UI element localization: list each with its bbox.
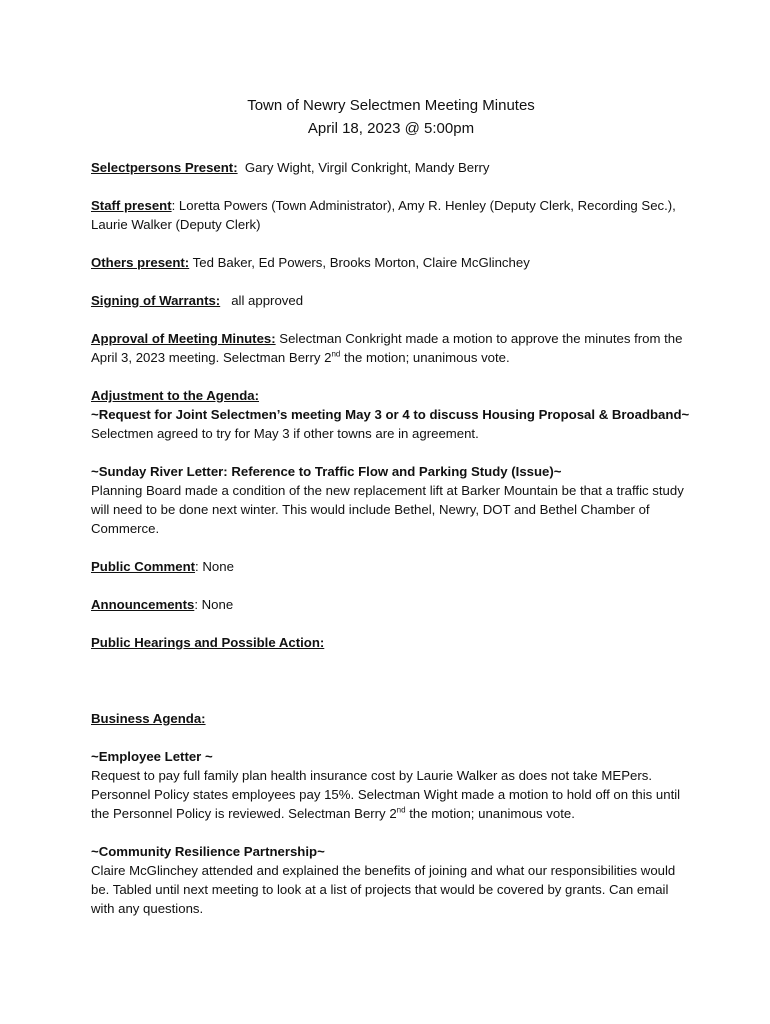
others-label: Others present: <box>91 255 190 270</box>
announcements-value: : None <box>194 597 234 612</box>
employee-letter-sup: nd <box>396 805 406 815</box>
public-hearings-label: Public Hearings and Possible Action: <box>91 635 325 650</box>
warrants-value: all approved <box>231 293 304 308</box>
adjustment-label: Adjustment to the Agenda: <box>91 388 260 403</box>
others-value: Ted Baker, Ed Powers, Brooks Morton, Claire McGlinchey <box>192 255 530 270</box>
selectpersons-label: Selectpersons Present: <box>91 160 238 175</box>
document-page <box>91 94 691 937</box>
community-resilience-section <box>91 842 691 918</box>
public-comment <box>91 557 691 576</box>
approval-text-2: the motion; unanimous vote. <box>340 350 510 365</box>
employee-letter-text-1: Request to pay full family plan health insurance cost by Laurie Walker as does not take MEPers. Personnel Policy states employees pay 15%. Selectman Wight made a motion to hold off on this until the Personnel Policy is reviewed. Selectman Berry 2 <box>91 768 681 821</box>
staff-present <box>91 196 691 234</box>
title-line-2: April 18, 2023 @ 5:00pm <box>307 120 475 137</box>
public-comment-label: Public Comment <box>91 559 196 574</box>
employee-letter-section <box>91 747 691 823</box>
adjustment-to-agenda <box>91 386 691 443</box>
staff-value: : Loretta Powers (Town Administrator), Amy R. Henley (Deputy Clerk, Recording Sec.), Laurie Walker (Deputy Clerk) <box>91 198 676 232</box>
warrants-label: Signing of Warrants: <box>91 293 221 308</box>
approval-text-1: Selectman Conkright made a motion to approve the minutes from the April 3, 2023 meeting. Selectman Berry 2 <box>91 331 683 365</box>
employee-letter-title: ~Employee Letter ~ <box>91 749 213 764</box>
adjustment-item-title: ~Request for Joint Selectmen’s meeting May 3 or 4 to discuss Housing Proposal & Broadband~ <box>91 407 690 422</box>
sunday-river-text: Planning Board made a condition of the new replacement lift at Barker Mountain be that a traffic study will need to be done next winter. This would include Bethel, Newry, DOT and Bethel Chamber of Commerce. <box>91 483 684 536</box>
spacer <box>91 671 691 709</box>
public-comment-value: : None <box>195 559 234 574</box>
staff-label: Staff present <box>91 198 172 213</box>
public-hearings <box>91 633 691 652</box>
business-agenda <box>91 709 691 728</box>
community-resilience-text: Claire McGlinchey attended and explained the benefits of joining and what our responsibilities would be. Tabled until next meeting to look at a list of projects that would be covered by grants. Can email with any questions. <box>91 863 676 916</box>
sunday-river-section <box>91 462 691 538</box>
approval-of-minutes <box>91 329 691 367</box>
sunday-river-title: ~Sunday River Letter: Reference to Traffic Flow and Parking Study (Issue)~ <box>91 464 562 479</box>
title-line-1: Town of Newry Selectmen Meeting Minutes <box>247 97 535 114</box>
employee-letter-text <box>91 766 691 823</box>
approval-sup: nd <box>331 349 341 359</box>
selectpersons-present <box>91 158 691 177</box>
signing-of-warrants <box>91 291 691 310</box>
community-resilience-title: ~Community Resilience Partnership~ <box>91 844 325 859</box>
adjustment-item-text: Selectmen agreed to try for May 3 if other towns are in agreement. <box>91 426 479 441</box>
business-agenda-label: Business Agenda: <box>91 711 206 726</box>
approval-label: Approval of Meeting Minutes: <box>91 331 276 346</box>
selectpersons-value: Gary Wight, Virgil Conkright, Mandy Berry <box>244 160 490 175</box>
others-present <box>91 253 691 272</box>
announcements-label: Announcements <box>91 597 195 612</box>
announcements <box>91 595 691 614</box>
employee-letter-text-2: the motion; unanimous vote. <box>405 806 575 821</box>
document-title <box>91 94 691 140</box>
